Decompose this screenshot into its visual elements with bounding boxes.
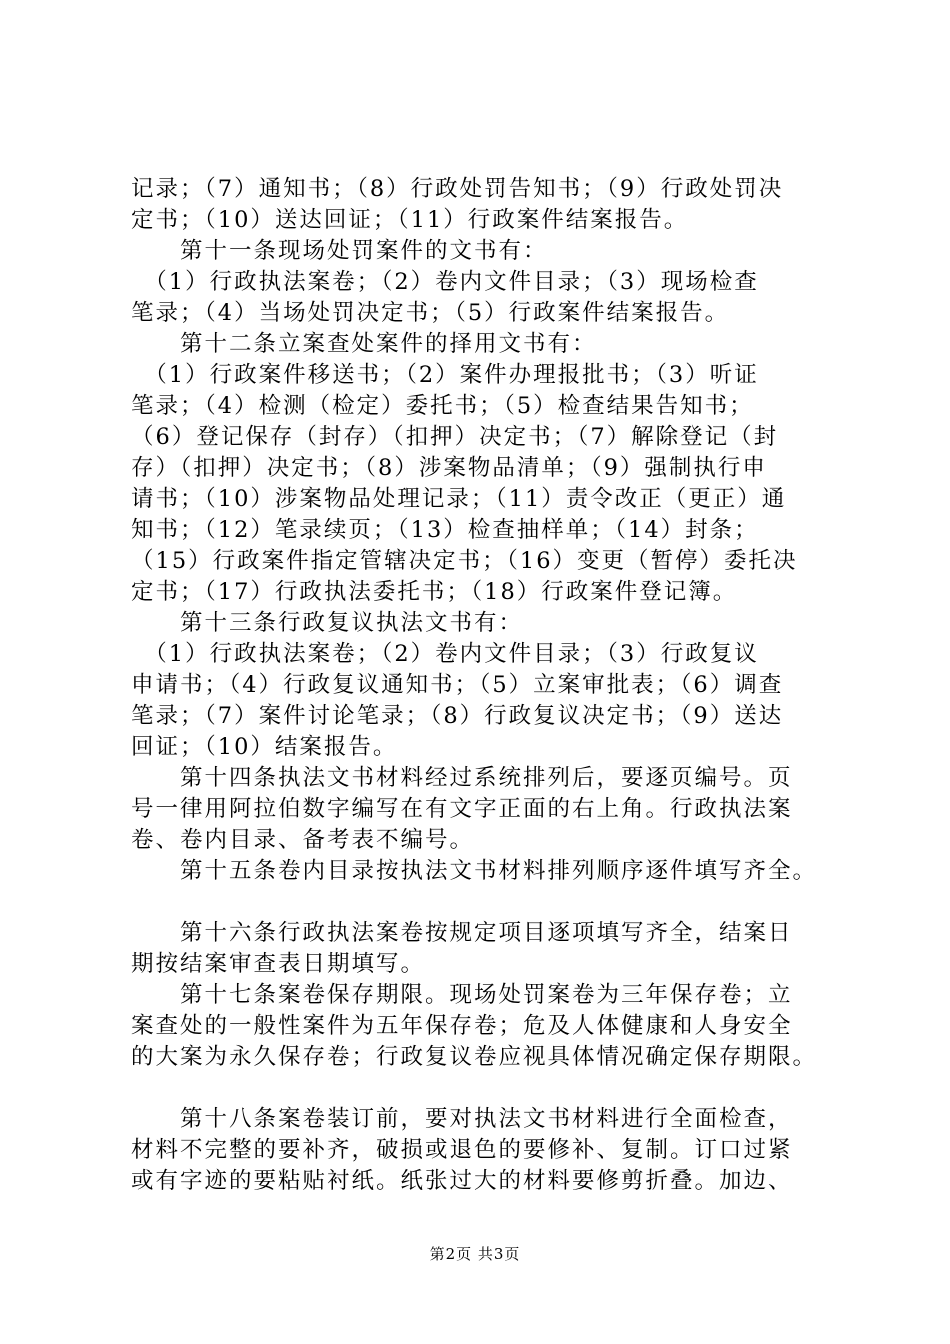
text-line: 记录；（7）通知书；（8）行政处罚告知书；（9）行政处罚决 xyxy=(131,176,784,202)
text-line: 第十二条立案查处案件的择用文书有： xyxy=(131,331,597,357)
text-line: 材料不完整的要补齐，破损或退色的要修补、复制。订口过紧 xyxy=(131,1137,793,1163)
text-line: 第十六条行政执法案卷按规定项目逐项填写齐全，结案日 xyxy=(131,920,793,946)
text-line: （1）行政案件移送书；（2）案件办理报批书；（3）听证 xyxy=(131,362,759,388)
text-line: 笔录；（4）当场处罚决定书；（5）行政案件结案报告。 xyxy=(131,300,730,326)
text-line: 第十四条执法文书材料经过系统排列后，要逐页编号。页 xyxy=(131,765,793,791)
text-line: 回证；（10）结案报告。 xyxy=(131,734,398,760)
text-line: （1）行政执法案卷；（2）卷内文件目录；（3）行政复议 xyxy=(131,641,759,667)
text-line: 第十一条现场处罚案件的文书有： xyxy=(131,238,548,264)
text-line: （1）行政执法案卷；（2）卷内文件目录；（3）现场检查 xyxy=(131,269,759,295)
text-line: 知书；（12）笔录续页；（13）检查抽样单；（14）封条； xyxy=(131,517,759,543)
text-line: 笔录；（7）案件讨论笔录；（8）行政复议决定书；（9）送达 xyxy=(131,703,784,729)
blank-line xyxy=(131,887,831,918)
text-line: 笔录；（4）检测（检定）委托书；（5）检查结果告知书； xyxy=(131,393,754,419)
text-line: 申请书；（4）行政复议通知书；（5）立案审批表；（6）调查 xyxy=(131,672,784,698)
document-body xyxy=(131,174,831,1197)
text-line: 案查处的一般性案件为五年保存卷；危及人体健康和人身安全 xyxy=(131,1013,793,1039)
text-line: 期按结案审查表日期填写。 xyxy=(131,951,426,977)
text-line: 或有字迹的要粘贴衬纸。纸张过大的材料要修剪折叠。加边、 xyxy=(131,1168,793,1194)
text-line: 的大案为永久保存卷；行政复议卷应视具体情况确定保存期限。 xyxy=(131,1044,818,1070)
text-line: 卷、卷内目录、备考表不编号。 xyxy=(131,827,475,853)
text-line: （6）登记保存（封存）（扣押）决定书；（7）解除登记（封 xyxy=(131,424,779,450)
text-line: 定书；（17）行政执法委托书；（18）行政案件登记簿。 xyxy=(131,579,738,605)
blank-line xyxy=(131,1073,831,1104)
page-footer: 第2页 共3页 xyxy=(429,1245,521,1263)
text-line: 第十五条卷内目录按执法文书材料排列顺序逐件填写齐全。 xyxy=(131,858,818,884)
text-line: 请书；（10）涉案物品处理记录；（11）责令改正（更正）通 xyxy=(131,486,787,512)
text-line: （15）行政案件指定管辖决定书；（16）变更（暂停）委托决 xyxy=(131,548,798,574)
text-line: 第十三条行政复议执法文书有： xyxy=(131,610,524,636)
text-line: 第十七条案卷保存期限。现场处罚案卷为三年保存卷；立 xyxy=(131,982,793,1008)
text-line: 第十八条案卷装订前，要对执法文书材料进行全面检查， xyxy=(131,1106,793,1132)
text-line: 存）（扣押）决定书；（8）涉案物品清单；（9）强制执行申 xyxy=(131,455,767,481)
text-line: 定书；（10）送达回证；（11）行政案件结案报告。 xyxy=(131,207,689,233)
text-line: 号一律用阿拉伯数字编写在有文字正面的右上角。行政执法案 xyxy=(131,796,793,822)
